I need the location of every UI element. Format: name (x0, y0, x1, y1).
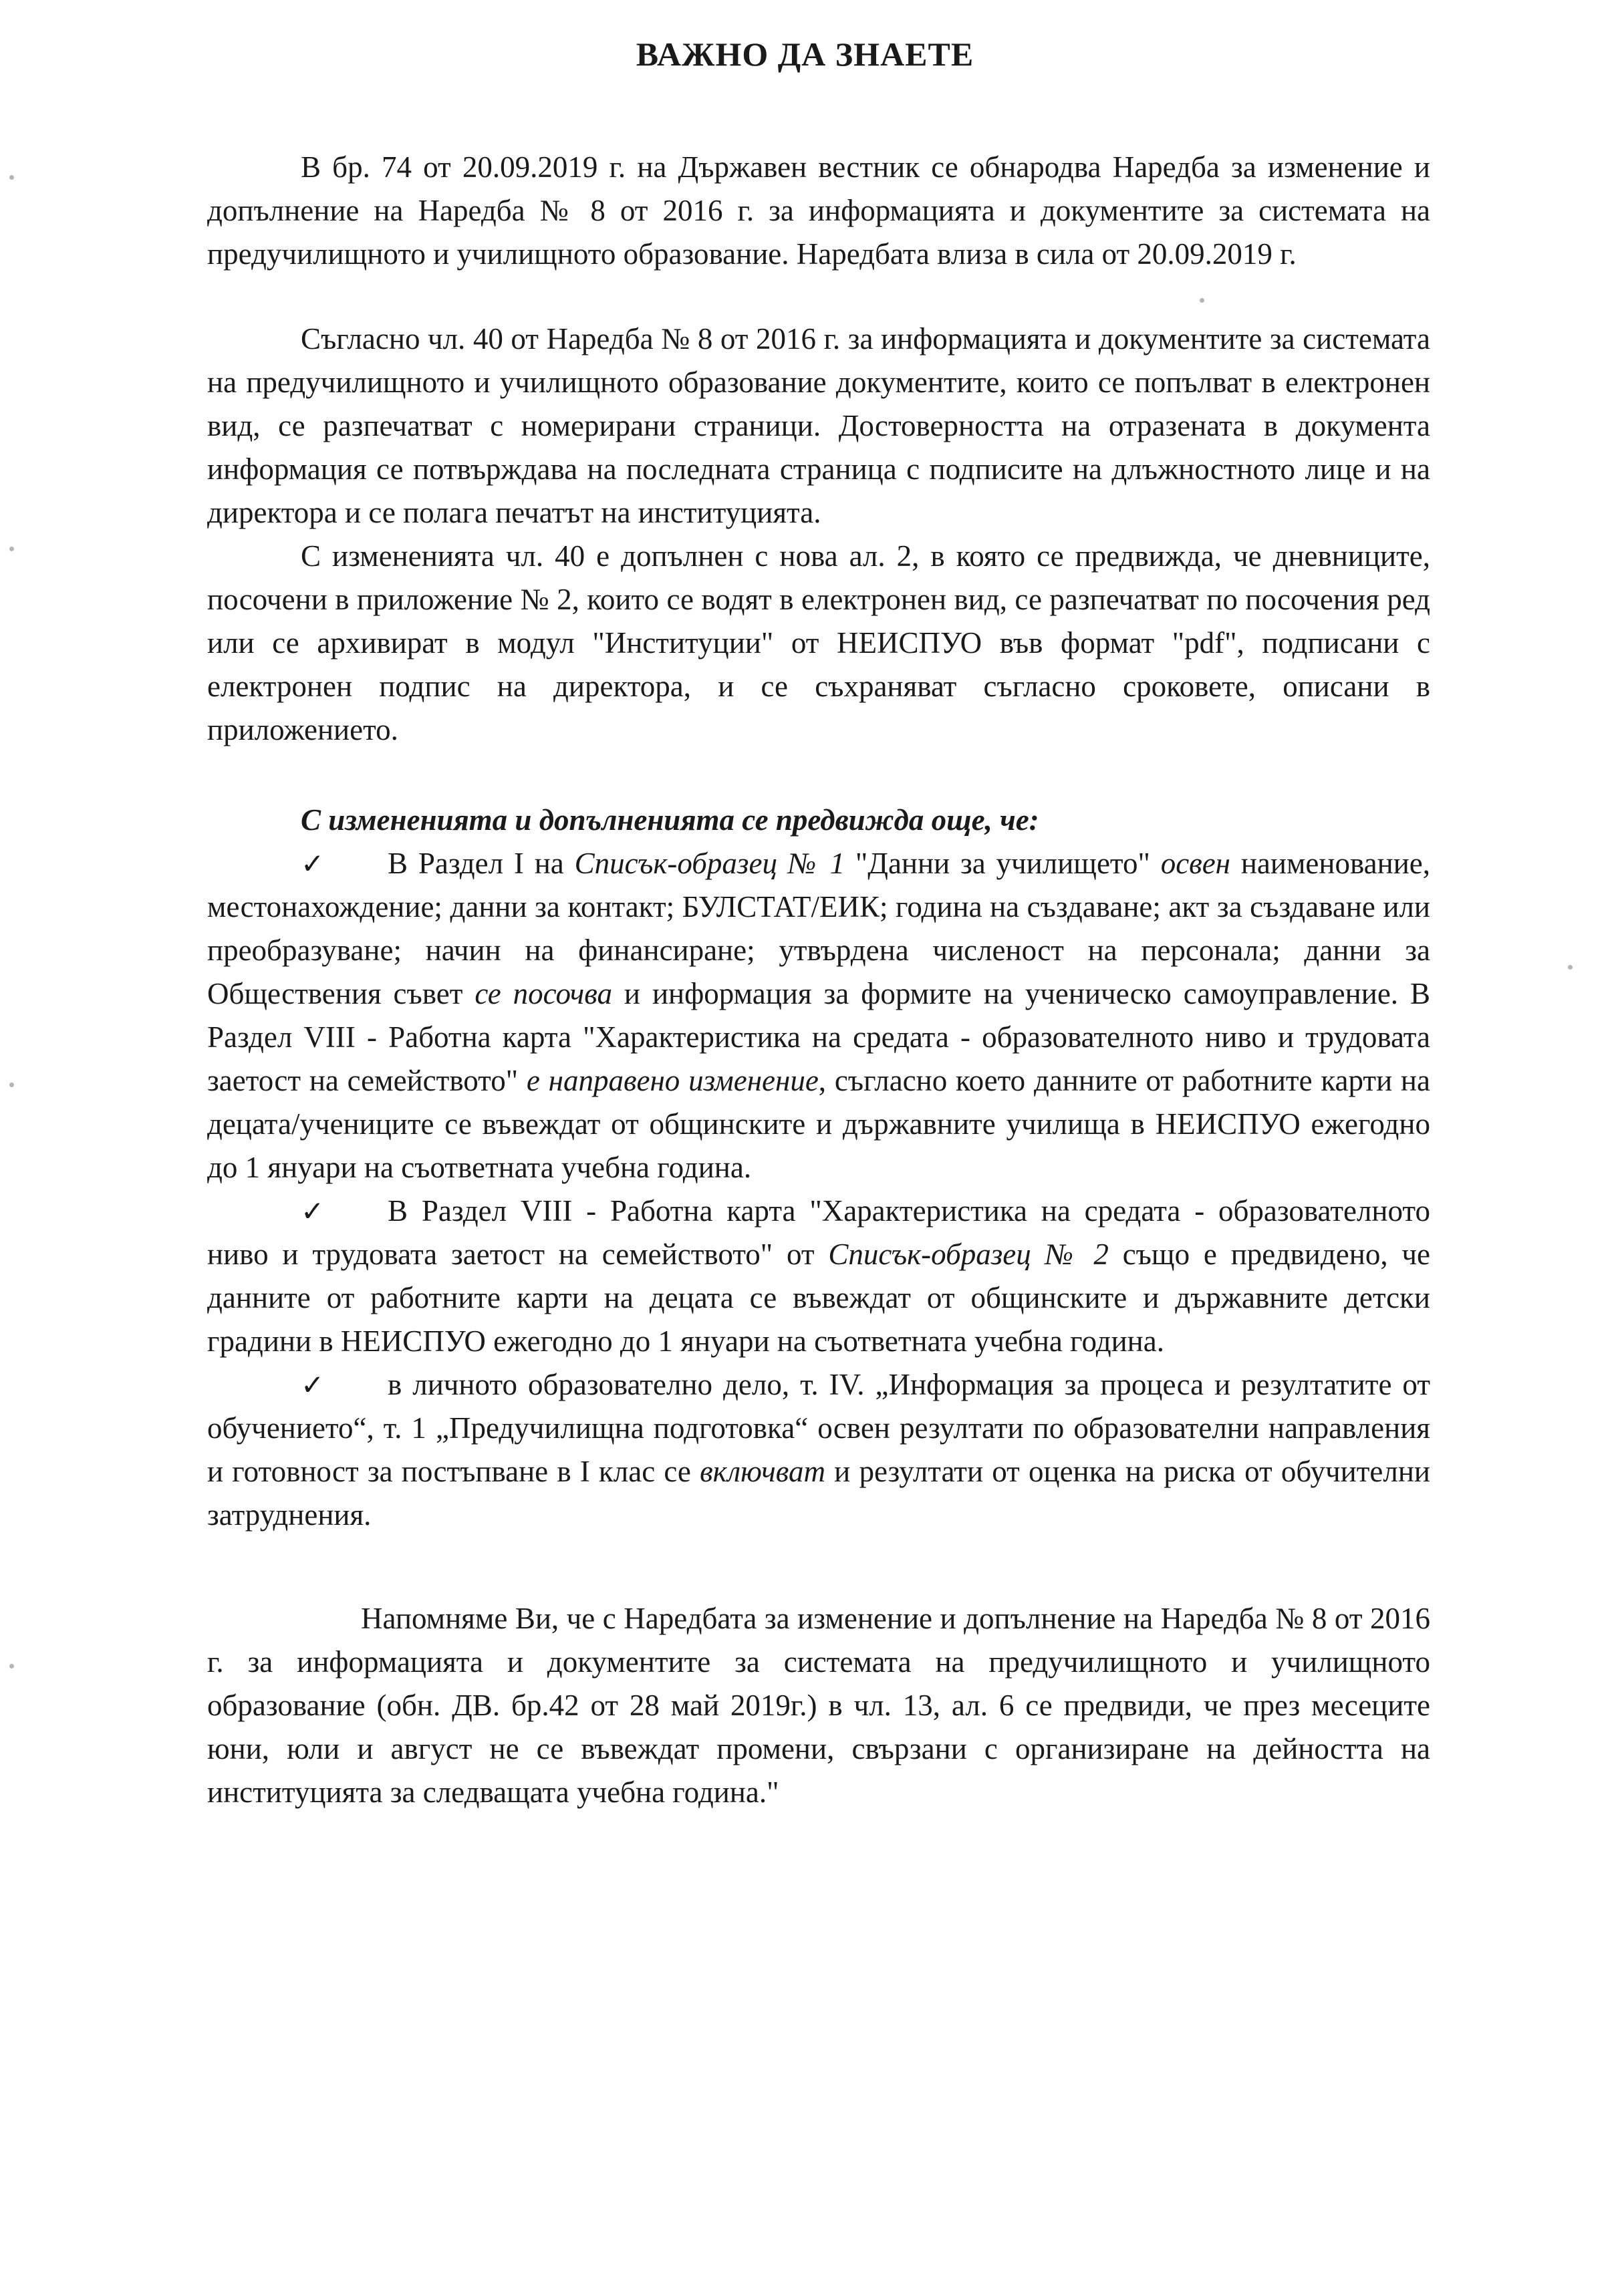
scan-speck (9, 547, 14, 551)
bullet-text: също е предвидено, че данните от работните карти на децата се въвеждат от общинските и държавните детски градини в НЕИСПУО ежегодно до 1 януари на съответната учебна година. (207, 1238, 1431, 1358)
scan-speck (9, 1664, 14, 1669)
bullet-item-personal-file (207, 1363, 1430, 1537)
bullet-item-school-data (207, 842, 1430, 1189)
closing-reminder-paragraph: Напомняме Ви, че с Наредбата за изменение и допълнение на Наредба № 8 от 2016 г. за информацията и документите за системата на предучилищното и училищното образование (обн. ДВ. бр.42 от 28 май 2019г.) в чл. 13, ал. 6 се предвиди, че през месеците юни, юли и август не се въвеждат промени, свързани с организиране на дейността на институцията за следващата учебна година." (207, 1602, 1430, 1809)
checkmark-icon: ✓ (301, 1195, 325, 1228)
changes-heading: С измененията и допълненията се предвижда още, че: (301, 803, 1039, 837)
bullet-text: и резултати от оценка на риска от обучителни затруднения. (207, 1455, 1430, 1532)
scan-speck (9, 175, 14, 180)
bullet-text: "Данни за училището" (845, 847, 1161, 880)
document-body (207, 146, 1430, 1814)
scan-speck (1200, 298, 1204, 303)
paragraph-publication: В бр. 74 от 20.09.2019 г. на Държавен вестник се обнародва Наредба за изменение и допълнение на Наредба № 8 от 2016 г. за информацията и документите за системата на предучилищното и училищното образование. Наредбата влиза в сила от 20.09.2019 г. (207, 150, 1430, 271)
bullet-item-kindergarten-data (207, 1189, 1430, 1363)
bullet-text: в личното образователно дело, т. IV. „Информация за процеса и резултатите от обучението“, т. 1 „Предучилищна подготовка“ освен резултати по образователни направления и готовност за постъпване в I клас се (207, 1368, 1430, 1488)
scan-speck (1568, 965, 1573, 970)
bullet-text: наименование, местонахождение; данни за контакт; БУЛСТАТ/ЕИК; година на създаване; акт за създаване или преобразуване; начин на финансиране; утвърдена численост на персонала; данни за Обществения съвет (207, 847, 1430, 1010)
scan-speck (9, 1083, 14, 1087)
bullet-emphasis: Списък-образец № 1 (574, 847, 845, 880)
paragraph-article-40: Съгласно чл. 40 от Наредба № 8 от 2016 г. за информацията и документите за системата на предучилищното и училищното образование документите, които се попълват в електронен вид, се разпечатват с номерирани страници. Достоверността на отразената в документа информация се потвърждава на последната страница с подписите на длъжностното лице и на директора и се полага печатът на институцията. (207, 322, 1430, 529)
bullet-emphasis: се посочва (475, 977, 612, 1010)
document-title: ВАЖНО ДА ЗНАЕТЕ (636, 35, 974, 73)
bullet-text: и информация за формите на ученическо самоуправление. В Раздел VIII - Работна карта "Характеристика на средата - образователното ниво и трудовата заетост на семейството" (207, 977, 1430, 1097)
bullet-emphasis: е направено изменение (526, 1064, 819, 1097)
bullet-text: В Раздел I на (388, 847, 575, 880)
bullet-text: , съгласно което данните от работните карти на децата/учениците се въвеждат от общинските и държавните училища в НЕИСПУО ежегодно до 1 януари на съответната учебна година. (207, 1064, 1430, 1184)
checkmark-icon: ✓ (301, 847, 325, 880)
checkmark-icon: ✓ (301, 1369, 325, 1401)
bullet-text: В Раздел VIII - Работна карта "Характеристика на средата - образователното ниво и трудовата заетост на семейството" от (207, 1194, 1430, 1271)
bullet-emphasis: Списък-образец № 2 (828, 1238, 1109, 1271)
bullet-emphasis: освен (1160, 847, 1230, 880)
bullet-emphasis: включват (700, 1455, 825, 1488)
paragraph-article-40-amendment: С измененията чл. 40 е допълнен с нова ал. 2, в която се предвижда, че дневниците, посочени в приложение № 2, които се водят в електронен вид, се разпечатват по посочения ред или се архивират в модул "Институции" от НЕИСПУО във формат "pdf", подписани с електронен подпис на директора, и се съхраняват съгласно сроковете, описани в приложението. (207, 539, 1430, 746)
